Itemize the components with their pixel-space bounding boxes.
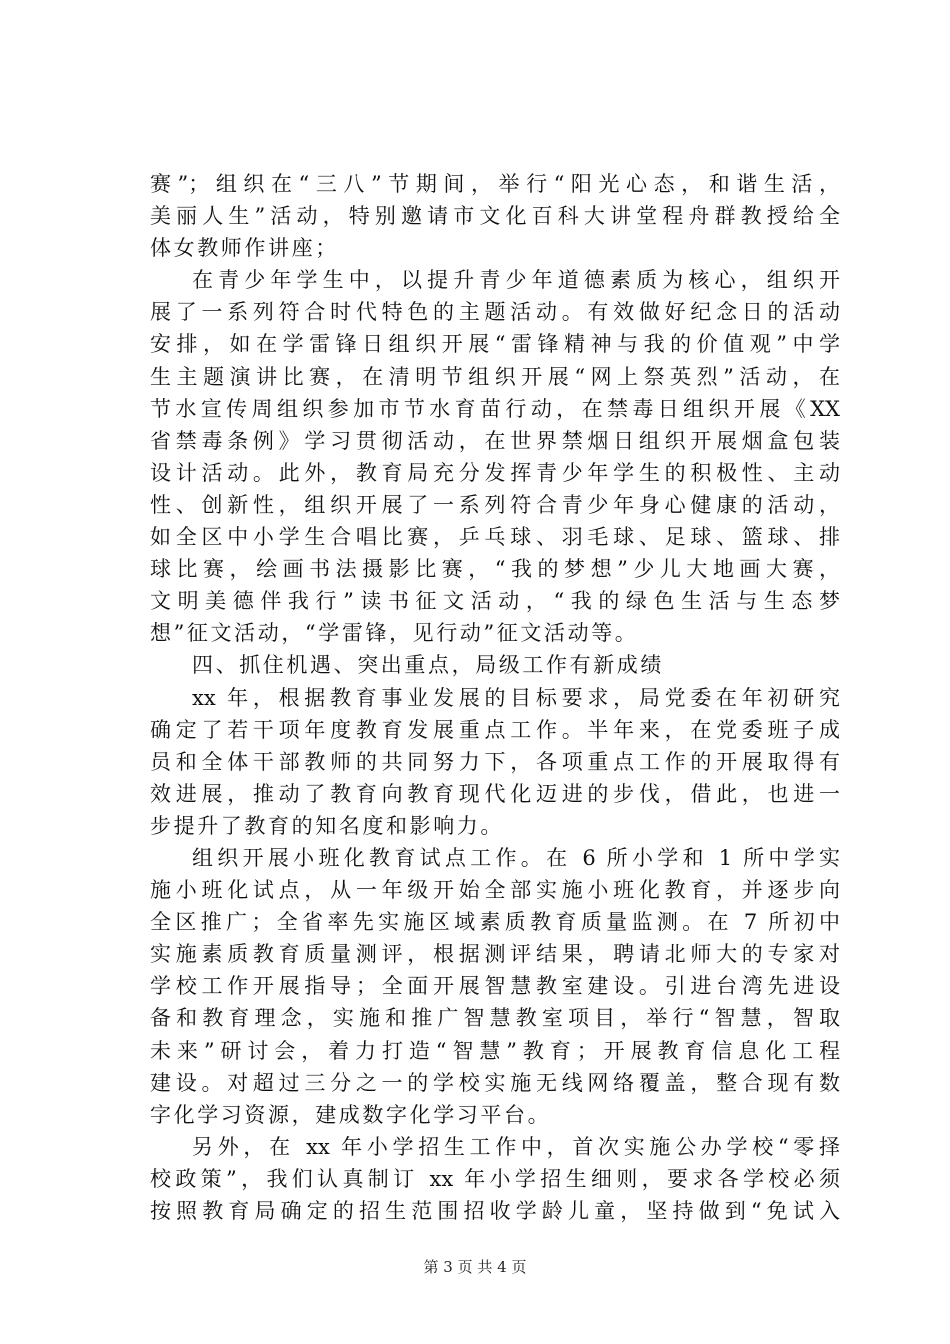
text-line: 字化学习资源，建成数字化学习平台。 (150, 1102, 552, 1127)
text-line: 如全区中小学生合唱比赛，乒乓球、羽毛球、足球、篮球、排 (150, 525, 840, 550)
text-line: 球比赛，绘画书法摄影比赛，“我的梦想”少儿大地画大赛， (150, 557, 840, 582)
page-footer: 第 3 页 共 4 页 (423, 1258, 527, 1276)
text-line: 施小班化试点，从一年级开始全部实施小班化教育，并逐步向 (150, 878, 840, 903)
text-line: 组织开展小班化教育试点工作。在 6 所小学和 1 所中学实 (192, 845, 840, 870)
document-body (150, 168, 840, 1227)
text-line: 四、抓住机遇、突出重点，局级工作有新成绩 (192, 653, 664, 678)
text-line: 想”征文活动，“学雷锋，见行动”征文活动等。 (150, 621, 639, 646)
text-line: 实施素质教育质量测评，根据测评结果，聘请北师大的专家对 (150, 942, 840, 967)
text-line: xx 年，根据教育事业发展的目标要求，局党委在年初研究 (192, 685, 840, 710)
text-line: 建设。对超过三分之一的学校实施无线网络覆盖，整合现有数 (150, 1070, 840, 1095)
text-line: 员和全体干部教师的共同努力下，各项重点工作的开展取得有 (150, 749, 840, 774)
text-line: 省禁毒条例》学习贯彻活动，在世界禁烟日组织开展烟盒包装 (150, 428, 840, 453)
text-line: 在青少年学生中，以提升青少年道德素质为核心，组织开 (192, 268, 840, 293)
text-line: 全区推广；全省率先实施区域素质教育质量监测。在 7 所初中 (150, 910, 840, 935)
text-line: 赛”；组织在“三八”节期间，举行“阳光心态，和谐生活， (150, 172, 840, 196)
text-line: 节水宣传周组织参加市节水育苗行动，在禁毒日组织开展《XX (150, 396, 840, 421)
text-line: 美丽人生”活动，特别邀请市文化百科大讲堂程舟群教授给全 (150, 204, 840, 229)
text-line: 生主题演讲比赛，在清明节组织开展“网上祭英烈”活动，在 (150, 364, 840, 389)
text-line: 步提升了教育的知名度和影响力。 (150, 813, 504, 838)
text-line: 安排，如在学雷锋日组织开展“雷锋精神与我的价值观”中学 (150, 332, 840, 357)
text-line: 学校工作开展指导；全面开展智慧教室建设。引进台湾先进设 (150, 974, 840, 999)
text-line: 性、创新性，组织开展了一系列符合青少年身心健康的活动， (150, 492, 840, 517)
text-line: 展了一系列符合时代特色的主题活动。有效做好纪念日的活动 (150, 300, 840, 325)
text-line: 体女教师作讲座； (150, 236, 339, 261)
text-line: 按照教育局确定的招生范围招收学龄儿童，坚持做到“免试入 (150, 1199, 840, 1223)
text-line: 确定了若干项年度教育发展重点工作。半年来，在党委班子成 (150, 717, 840, 742)
text-line: 另外，在 xx 年小学招生工作中，首次实施公办学校“零择 (192, 1134, 840, 1159)
text-line: 设计活动。此外，教育局充分发挥青少年学生的积极性、主动 (150, 460, 840, 485)
text-line: 未来”研讨会，着力打造“智慧”教育；开展教育信息化工程 (150, 1038, 840, 1063)
text-line: 文明美德伴我行”读书征文活动，“我的绿色生活与生态梦 (150, 589, 840, 614)
text-line: 备和教育理念，实施和推广智慧教室项目，举行“智慧，智取 (150, 1006, 840, 1031)
text-line: 校政策”，我们认真制订 xx 年小学招生细则，要求各学校必须 (150, 1166, 840, 1191)
text-line: 效进展，推动了教育向教育现代化迈进的步伐，借此，也进一 (150, 781, 840, 806)
